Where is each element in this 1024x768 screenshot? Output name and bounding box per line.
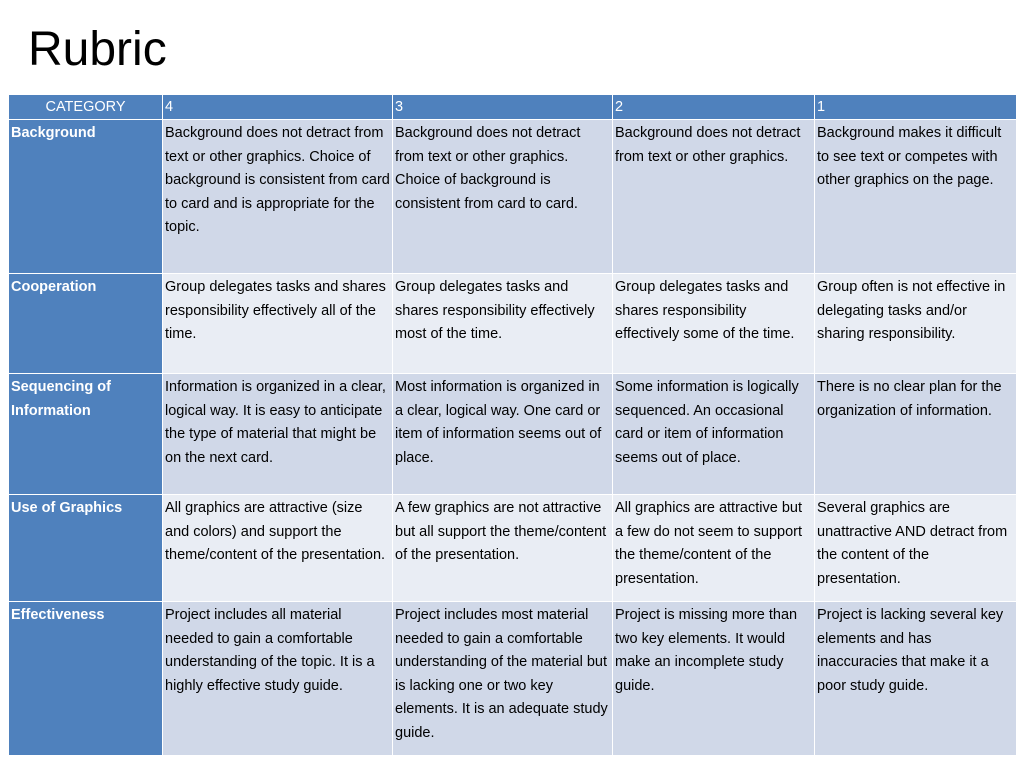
table-row-effectiveness [9,602,1017,756]
header-row [9,95,1017,120]
table-cell: Project is missing more than two key elements. It would make an incomplete study guide. [613,602,815,756]
page-title: Rubric [28,23,167,76]
header-score-2: 2 [613,95,815,120]
table-cell: Background does not detract from text or other graphics. [613,120,815,274]
table-cell: Group delegates tasks and shares responsibility effectively most of the time. [393,274,613,374]
row-category: Cooperation [9,274,163,374]
table-row-cooperation [9,274,1017,374]
row-category: Effectiveness [9,602,163,756]
table-cell: Background does not detract from text or other graphics. Choice of background is consistent from card to card and is appropriate for the topic. [163,120,393,274]
header-score-3: 3 [393,95,613,120]
table-cell: A few graphics are not attractive but all support the theme/content of the presentation. [393,495,613,602]
table-cell: Some information is logically sequenced. An occasional card or item of information seems out of place. [613,374,815,495]
table-row-sequencing [9,374,1017,495]
header-category: CATEGORY [9,95,163,120]
table-row-graphics [9,495,1017,602]
header-score-1: 1 [815,95,1017,120]
table-cell: Group delegates tasks and shares responsibility effectively all of the time. [163,274,393,374]
header-score-4: 4 [163,95,393,120]
table-cell: All graphics are attractive but a few do not seem to support the theme/content of the presentation. [613,495,815,602]
table-cell: Information is organized in a clear, logical way. It is easy to anticipate the type of material that might be on the next card. [163,374,393,495]
table-cell: Background makes it difficult to see text or competes with other graphics on the page. [815,120,1017,274]
table-cell: All graphics are attractive (size and colors) and support the theme/content of the presentation. [163,495,393,602]
table-cell: Project includes all material needed to gain a comfortable understanding of the topic. It is a highly effective study guide. [163,602,393,756]
row-category: Sequencing of Information [9,374,163,495]
table-cell: Group often is not effective in delegating tasks and/or sharing responsibility. [815,274,1017,374]
table-cell: Project is lacking several key elements and has inaccuracies that make it a poor study guide. [815,602,1017,756]
table-row-background [9,120,1017,274]
table-cell: Most information is organized in a clear, logical way. One card or item of information seems out of place. [393,374,613,495]
table-cell: Background does not detract from text or other graphics. Choice of background is consistent from card to card. [393,120,613,274]
row-category: Background [9,120,163,274]
rubric-table [8,94,1017,756]
table-cell: Group delegates tasks and shares responsibility effectively some of the time. [613,274,815,374]
table-cell: There is no clear plan for the organization of information. [815,374,1017,495]
table-cell: Project includes most material needed to gain a comfortable understanding of the material but is lacking one or two key elements. It is an adequate study guide. [393,602,613,756]
row-category: Use of Graphics [9,495,163,602]
table-cell: Several graphics are unattractive AND detract from the content of the presentation. [815,495,1017,602]
